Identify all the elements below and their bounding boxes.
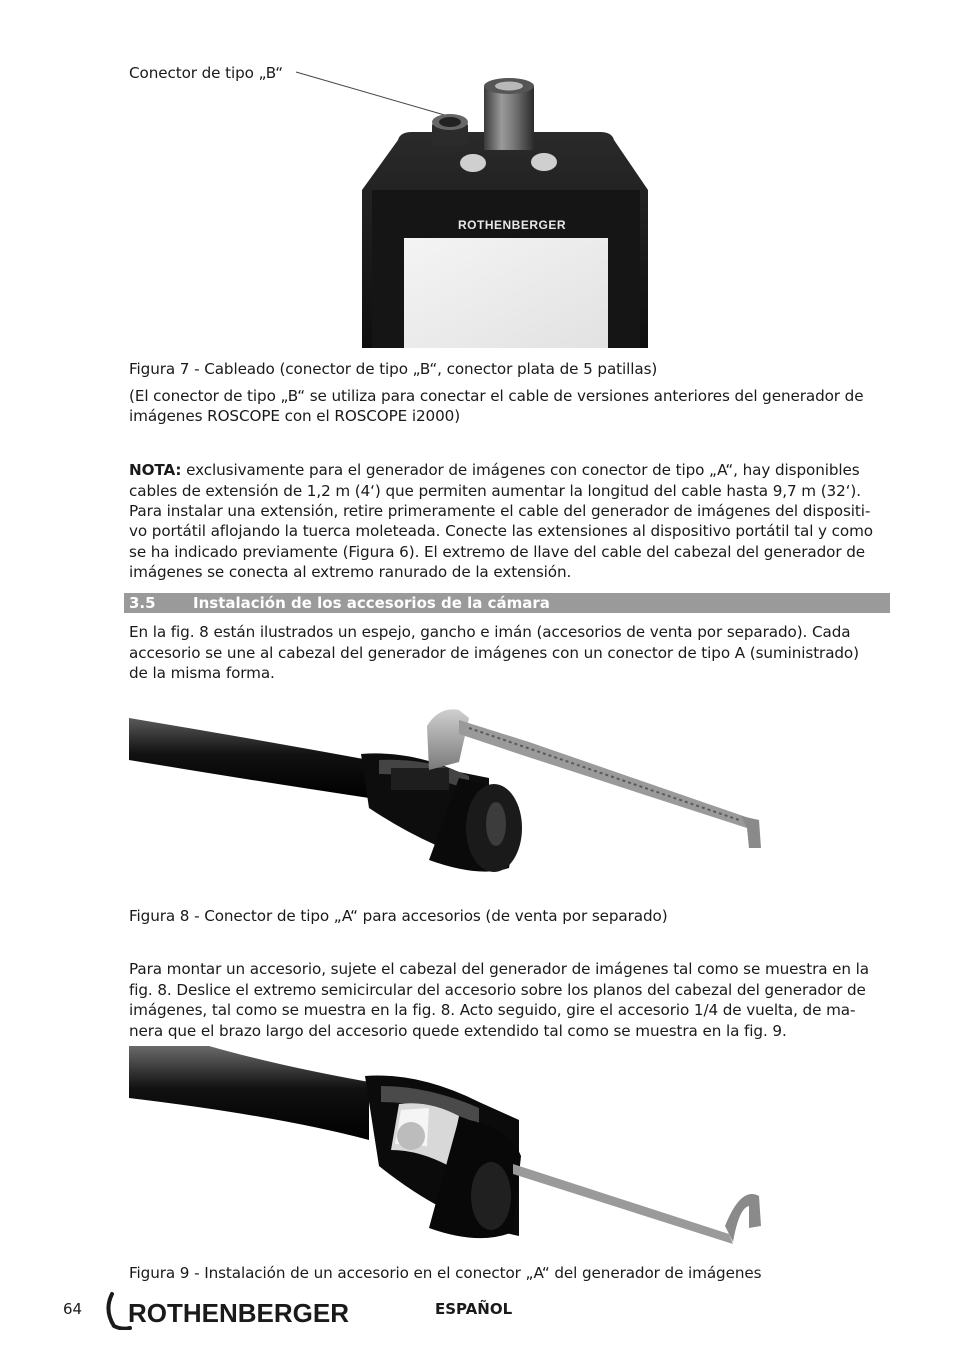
fig8-photo xyxy=(129,698,779,896)
nota-line3: Para instalar una extensión, retire primeramente el cable del generador de imágenes del dispositi- xyxy=(129,502,871,520)
fig7-caption: Figura 7 - Cableado (conector de tipo „B“, conector plata de 5 patillas) xyxy=(129,360,658,378)
section-number: 3.5 xyxy=(129,594,156,612)
fig9-caption: Figura 9 - Instalación de un accesorio en el conector „A“ del generador de imágenes xyxy=(129,1264,762,1282)
mount-line3: imágenes, tal como se muestra en la fig. 8. Acto seguido, gire el accesorio 1/4 de vuelta, de ma- xyxy=(129,1001,856,1019)
nota-line5: se ha indicado previamente (Figura 6). El extremo de llave del cable del cabezal del generador de xyxy=(129,543,866,561)
fig9-photo xyxy=(129,1046,779,1252)
nota-line6: imágenes se conecta al extremo ranurado de la extensión. xyxy=(129,563,572,581)
nota-line4: vo portátil aflojando la tuerca moleteada. Conecte las extensiones al dispositivo portátil tal y como xyxy=(129,522,873,540)
footer-language: ESPAÑOL xyxy=(435,1300,513,1318)
fig7-callout-label: Conector de tipo „B“ xyxy=(129,64,284,82)
intro-line1: En la fig. 8 están ilustrados un espejo, gancho e imán (accesorios de venta por separado). Cada xyxy=(129,623,851,641)
nota-label: NOTA: xyxy=(129,461,182,479)
logo-brand-text: ROTHENBERGER xyxy=(128,1298,350,1328)
nota-line2: cables de extensión de 1,2 m (4‘) que permiten aumentar la longitud del cable hasta 9,7 m (32‘). xyxy=(129,482,861,500)
nota-line1 xyxy=(129,460,893,480)
page-number: 64 xyxy=(63,1300,83,1318)
nota-line1-text: exclusivamente para el generador de imágenes con conector de tipo „A“, hay disponibles xyxy=(181,461,860,479)
fig7-device-illustration xyxy=(0,0,954,360)
rothenberger-logo xyxy=(100,1290,350,1330)
intro-line3: de la misma forma. xyxy=(129,664,275,682)
fig8-caption: Figura 8 - Conector de tipo „A“ para accesorios (de venta por separado) xyxy=(129,907,668,925)
mount-line2: fig. 8. Deslice el extremo semicircular del accesorio sobre los planos del cabezal del generador de xyxy=(129,981,866,999)
intro-line2: accesorio se une al cabezal del generador de imágenes con un conector de tipo A (suministrado) xyxy=(129,644,859,662)
mount-line4: nera que el brazo largo del accesorio quede extendido tal como se muestra en la fig. 9. xyxy=(129,1022,787,1040)
fig7-note-line2: imágenes ROSCOPE con el ROSCOPE i2000) xyxy=(129,407,461,425)
device-brand-text: ROTHENBERGER xyxy=(457,218,567,232)
fig7-note-line1: (El conector de tipo „B“ se utiliza para conectar el cable de versiones anteriores del generador de xyxy=(129,387,864,405)
section-title: Instalación de los accesorios de la cámara xyxy=(193,594,550,612)
mount-line1: Para montar un accesorio, sujete el cabezal del generador de imágenes tal como se muestra en la xyxy=(129,960,869,978)
section-header-bar xyxy=(124,593,890,613)
